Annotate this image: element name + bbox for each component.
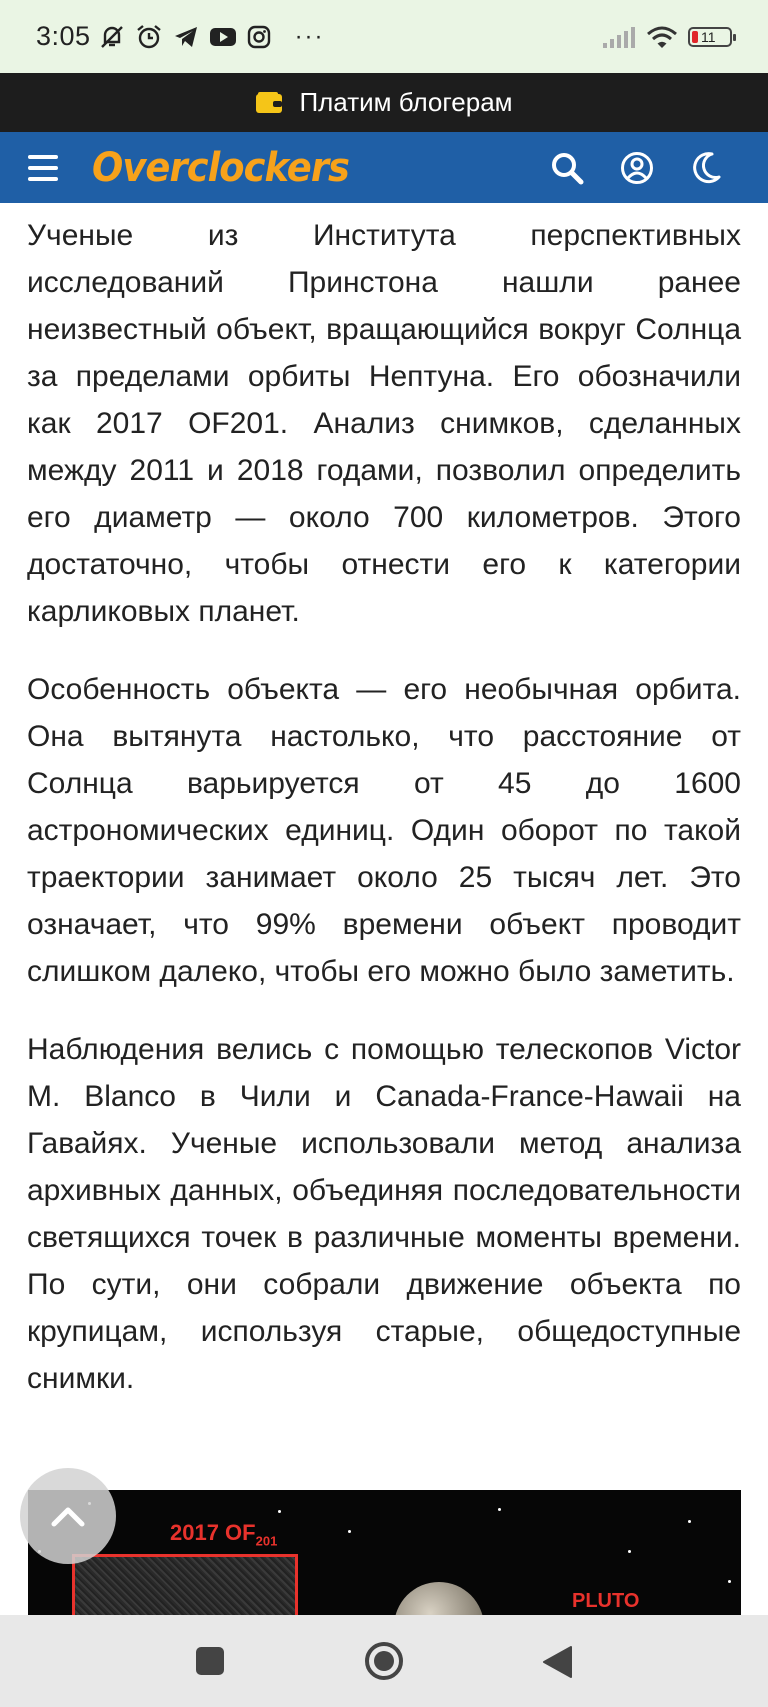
site-logo[interactable]: Overclockers [92, 144, 350, 191]
account-icon[interactable] [620, 151, 654, 185]
wifi-icon [646, 25, 678, 49]
header-actions [550, 151, 722, 185]
article-image [28, 1490, 741, 1615]
object-highlight-box [72, 1554, 298, 1615]
pluto-label: PLUTO [572, 1590, 640, 1612]
more-notifications: ··· [294, 22, 325, 50]
scroll-to-top-button[interactable] [20, 1468, 116, 1564]
pluto-image [394, 1582, 484, 1615]
search-icon[interactable] [550, 151, 584, 185]
status-time: 3:05 [36, 21, 91, 51]
back-button[interactable] [541, 1645, 573, 1679]
mute-icon [99, 24, 125, 50]
navigation-bar [0, 1615, 768, 1707]
article-paragraph: Наблюдения велись с помощью телескопов Victor M. Blanco в Чили и Canada-France-Hawaii на Гавайях. Ученые использовали метод анализа архивных данных, объединяя последовательности светящихся точек в различные моменты времени. По сути, они собрали движение объекта по крупицам, используя старые, общедоступные снимки. [27, 1033, 741, 1395]
promo-text: Платим блогерам [299, 87, 513, 117]
recents-button[interactable] [194, 1645, 226, 1677]
alarm-icon [135, 23, 163, 51]
chevron-up-icon [51, 1505, 85, 1527]
promo-banner[interactable] [0, 73, 768, 132]
home-button[interactable] [363, 1640, 405, 1682]
article-body [27, 212, 741, 1433]
article-paragraph: Особенность объекта — его необычная орбита. Она вытянута настолько, что расстояние от Солнца варьируется от 45 до 1600 астрономических единиц. Один оборот по такой траектории занимает около 25 тысяч лет. Это означает, что 99% времени объект проводит слишком далеко, чтобы его можно было заметить. [27, 673, 741, 988]
article-paragraph: Ученые из Института перспективных исследований Принстона нашли ранее неизвестный объект, вращающийся вокруг Солнца за пределами орбиты Нептуна. Его обозначили как 2017 OF201. Анализ снимков, сделанных между 2011 и 2018 годами, позволил определить его диаметр — около 700 километров. Этого достаточно, чтобы отнести его к категории карликовых планет. [27, 219, 741, 628]
youtube-icon [209, 26, 237, 48]
notification-icons [99, 23, 325, 51]
telegram-icon [173, 25, 199, 49]
wallet-icon [255, 91, 283, 115]
instagram-icon [247, 25, 271, 49]
menu-icon[interactable] [28, 155, 58, 181]
object-label: 2017 $OF_{201}$ [170, 1520, 278, 1549]
battery-level: 11 [701, 28, 716, 45]
site-header [0, 132, 768, 203]
battery-icon [688, 27, 732, 47]
moon-icon[interactable] [690, 151, 722, 185]
signal-icon [602, 25, 636, 49]
status-bar [0, 0, 768, 73]
system-icons [602, 25, 732, 49]
